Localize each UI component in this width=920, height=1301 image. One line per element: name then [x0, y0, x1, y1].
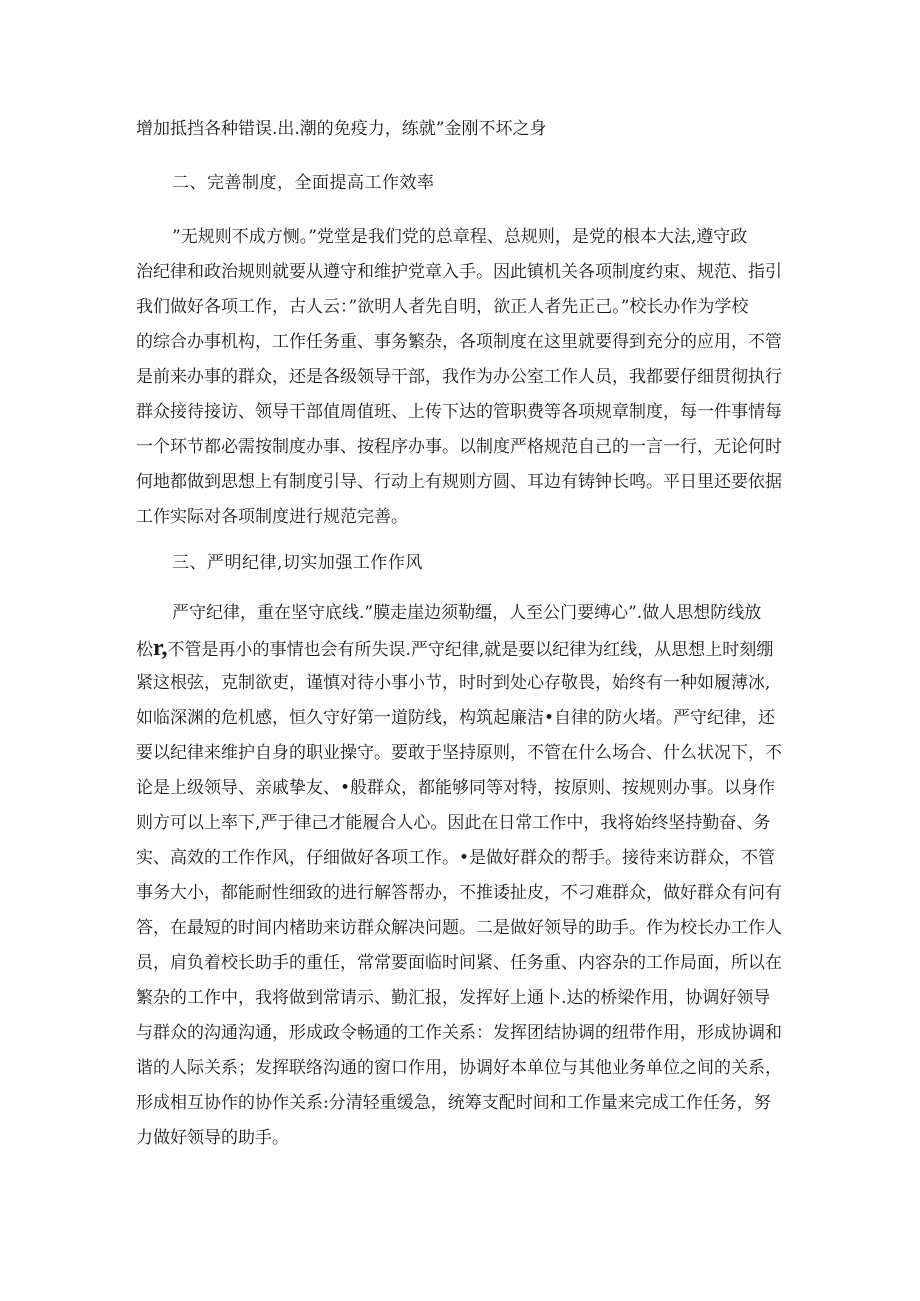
paragraph-line: ”无规则不成方恻。”党堂是我们党的总章程、总规则，是党的根本大法,遵守政 [172, 227, 748, 247]
paragraph-line: 紧这根弦，克制欲吏，谨慎对待小事小节，时时到处心存敬畏，始终有一种如履薄冰, [136, 673, 771, 693]
line-suffix: 不管是再小的事情也会有所失误.严守纪律,就是要以纪律为红线，从思想上时刻绷 [167, 640, 774, 660]
paragraph-line: 我们做好各项工作，古人云：”欲明人者先自明，欲正人者先正己。”校长办作为学校 [136, 297, 749, 317]
paragraph-line: 群众接待接访、领导干部值周值班、上传下达的管职费等各项规章制度，每一件事情每 [136, 402, 782, 422]
line-prefix: 松 [136, 640, 153, 660]
paragraph-line: 是前来办事的群众，还是各级领导干部，我作为办公室工作人员，我都要仔细贯彻执行 [136, 367, 782, 387]
paragraph-line: 严守纪律，重在坚守底线.”膜走崖边须勒缰，人至公门要缚心”.做人思想防线放 [172, 603, 762, 623]
paragraph-line: 形成相互协作的协作关系:分清轻重缓急，统筹支配时间和工作量来完成工作任务，努 [136, 1093, 771, 1113]
paragraph-line: 治纪律和政治规则就要从遵守和维护党章入手。因此镇机关各项制度约束、规范、指引 [136, 262, 782, 282]
paragraph-line: 答，在最短的时间内楮助来访群众解决问题。二是做好领导的助手。作为校长办工作人 [136, 918, 782, 938]
paragraph-line: 的综合办事机构，工作任务重、事务繁杂，各项制度在这里就要得到充分的应用，不管 [136, 332, 782, 352]
paragraph-line: 增加抵挡各种错误.出.潮的免疫力，练就”金刚不坏之身 [136, 119, 547, 139]
paragraph-line: 事务大小，都能耐性细致的进行解答帮办，不推诿扯皮，不刁难群众，做好群众有问有 [136, 883, 782, 903]
section-heading-three: 三、严明纪律,切实加强工作作风 [172, 553, 423, 573]
paragraph-line: 与群众的沟通沟通，形成政令畅通的工作关系：发挥团结协调的纽带作用，形成协调和 [136, 1023, 782, 1043]
paragraph-line: 要以纪律来维护自身的职业操守。要敢于坚持原则，不管在什么场合、什么状况下，不 [136, 743, 782, 763]
paragraph-line: 谐的人际关系；发挥联络沟通的窗口作用，协调好本单位与其他业务单位之间的关系， [136, 1058, 782, 1078]
paragraph-line: 员，肩负着校长助手的重任，常常要面临时间紧、任务重、内容杂的工作局面，所以在 [136, 953, 782, 973]
paragraph-line: 则方可以上率下,严于律己才能履合人心。因此在日常工作中，我将始终坚持勤奋、务 [136, 813, 771, 833]
paragraph-line: 实、高效的工作作风，仔细做好各项工作。•是做好群众的帮手。接待来访群众，不管 [136, 848, 776, 868]
paragraph-line: 如临深渊的危机感，恒久守好第一道防线，构筑起廉洁•自律的防火堵。严守纪律，还 [136, 708, 776, 728]
paragraph-line: 何地都做到思想上有制度引导、行动上有规则方圆、耳边有铸钟长鸣。平日里还要依据 [136, 472, 782, 492]
paragraph-line: 论是上级领导、亲戚挚友、•般群众，都能够同等对特，按原则、按规则办事。以身作 [136, 778, 776, 798]
paragraph-line: 工作实际对各项制度进行规范完善。 [136, 507, 408, 527]
paragraph-line: 一个环节都必需按制度办事、按程序办事。以制度严格规范自己的一言一行，无论何时 [136, 437, 782, 457]
paragraph-line: 力做好领导的助手。 [136, 1128, 289, 1148]
bold-glyph: r, [153, 635, 168, 661]
paragraph-line [136, 637, 773, 661]
section-heading-two: 二、完善制度，全面提高工作效率 [172, 173, 435, 193]
paragraph-line: 繁杂的工作中，我将做到常请示、勤汇报，发挥好上通卜.达的桥梁作用，协调好领导 [136, 988, 771, 1008]
